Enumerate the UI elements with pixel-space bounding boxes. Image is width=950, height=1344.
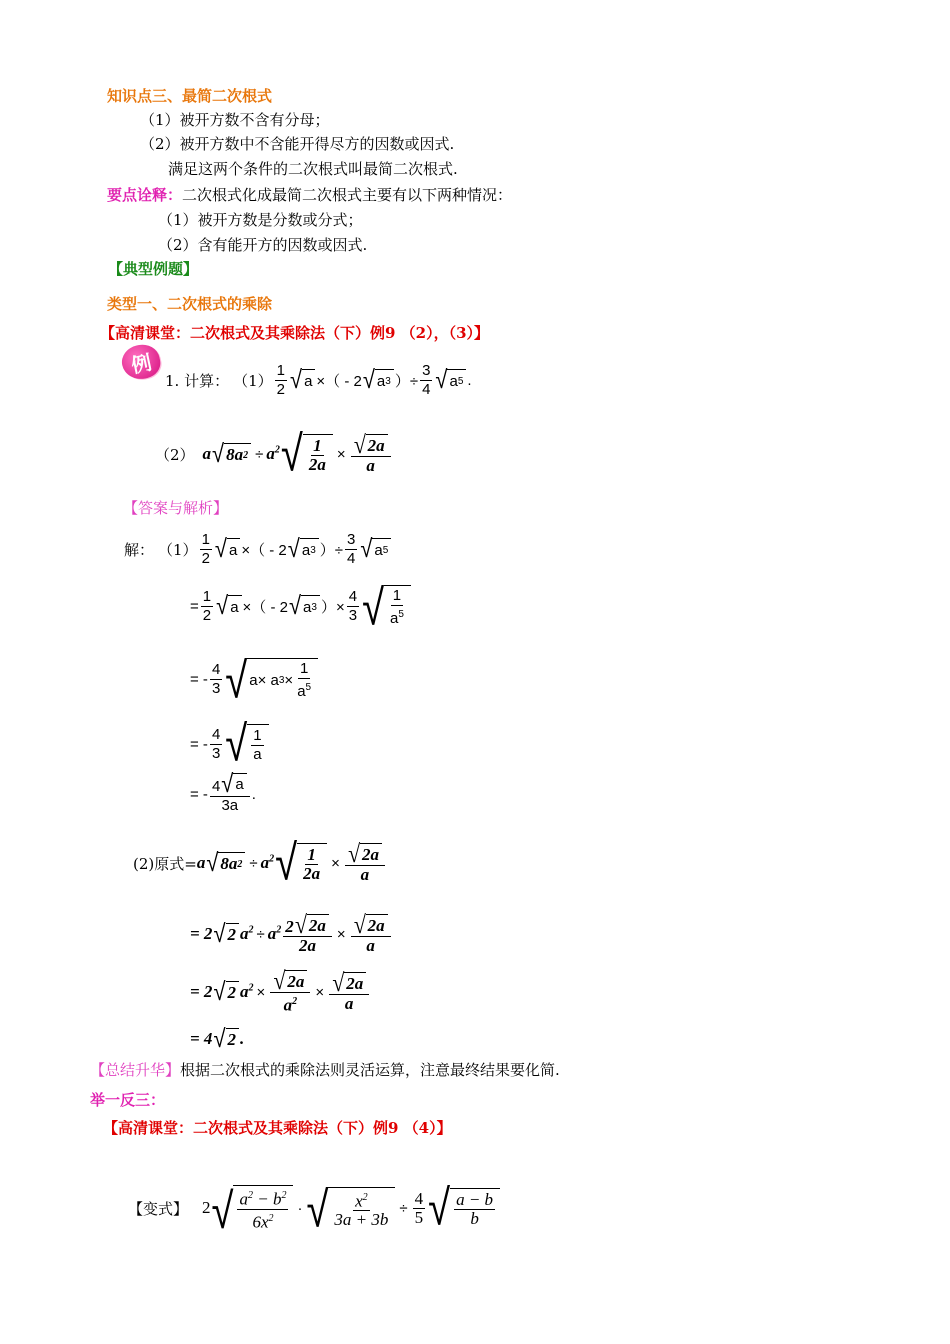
section-title: 知识点三、最简二次根式 bbox=[107, 87, 273, 105]
solution-part-2-step-2: = 2 √ 2 $a^2$ ÷ $a^2$ 2 √ 2a 2a × √ 2a a bbox=[190, 910, 393, 958]
answer-label: 【答案与解析】 bbox=[123, 499, 229, 517]
solution-step-3: = - $\frac{4}{3}$ √ a× a 3 × $\frac{1}{a^5}$ bbox=[190, 652, 319, 706]
problem-part-1-label: （1） bbox=[233, 371, 273, 390]
video-reference-1: 【高清课堂：二次根式及其乘除法（下）例9 （2），（3）】 bbox=[100, 324, 490, 342]
key-point-case-2: （2）含有能开方的因数或因式. bbox=[158, 236, 368, 254]
solution-step-2: = $\frac{1}{2}$ √ a ×（ - 2 √ a 3 ）× $\frac{4}{3}$ √ $\frac{1}{a^5}$ bbox=[190, 580, 412, 632]
solution-part-2-label: (2)原式= bbox=[133, 854, 197, 873]
solution-part-2-step-1: (2)原式= a √ 8a 2 ÷ $a^2$ √ $\frac{1}{2a}$ × √ 2a a bbox=[133, 836, 387, 890]
solution-part-2-step-3: = 2 √ 2 $a^2$ × √ 2a $a^2$ × √ 2a a bbox=[190, 968, 371, 1016]
problem-part-2-label: （2） bbox=[155, 445, 195, 464]
summary bbox=[90, 1060, 560, 1080]
practice-label: 举一反三： bbox=[90, 1091, 166, 1109]
problem-intro: 1. 计算： bbox=[165, 371, 230, 390]
condition-2: （2）被开方数中不含能开得尽方的因数或因式. bbox=[140, 135, 455, 153]
summary-label: 【总结升华】 bbox=[90, 1061, 181, 1079]
solution-part-2-step-4: = 4 √ 2 . bbox=[190, 1024, 245, 1053]
solution-prefix: 解： bbox=[124, 540, 155, 559]
condition-summary: 满足这两个条件的二次根式叫最简二次根式. bbox=[168, 160, 458, 178]
problem-part-2: （2） a √ 8a 2 ÷ $a^2$ √ $\frac{1}{2a}$ × √ 2a a bbox=[155, 428, 393, 480]
solution-step-5: = - 4 √ a 3a . bbox=[190, 769, 256, 814]
summary-text: 根据二次根式的乘除法则灵活运算，注意最终结果要化简. bbox=[180, 1061, 560, 1079]
key-points-text: 二次根式化成最简二次根式主要有以下两种情况： bbox=[182, 186, 513, 204]
key-points bbox=[107, 185, 512, 205]
condition-1: （1）被开方数不含有分母； bbox=[140, 111, 330, 129]
video-reference-2: 【高清课堂：二次根式及其乘除法（下）例9 （4）】 bbox=[103, 1119, 452, 1137]
type-1-title: 类型一、二次根式的乘除 bbox=[107, 295, 273, 313]
solution-step-4: = - $\frac{4}{3}$ √ $\frac{1}{a}$ bbox=[190, 722, 270, 766]
examples-header: 【典型例题】 bbox=[108, 260, 199, 278]
example-badge-icon: 例 bbox=[119, 341, 163, 382]
key-points-label: 要点诠释： bbox=[107, 186, 183, 204]
solution-part-1-label: （1） bbox=[158, 540, 198, 559]
problem-part-1: 1. 计算： （1） $\frac{1}{2}$ √ a ×（ - 2 √ a 3 ）÷ $\frac{3}{4}$ √ a 5 . bbox=[165, 361, 472, 398]
variant-expression: 【变式】 2 √ $\frac{a^2 - b^2}{6x^2}$ · √ $\frac{x^2}{3a + 3b}$ ÷ $\frac{4}{5}$ √ $\frac{a - b}{b}$ bbox=[128, 1180, 501, 1236]
variant-label: 【变式】 bbox=[128, 1199, 189, 1218]
key-point-case-1: （1）被开方数是分数或分式； bbox=[158, 211, 363, 229]
solution-step-1: 解： （1） $\frac{1}{2}$ √ a ×（ - 2 √ a 3 ）÷ $\frac{3}{4}$ √ a 5 bbox=[124, 527, 392, 571]
